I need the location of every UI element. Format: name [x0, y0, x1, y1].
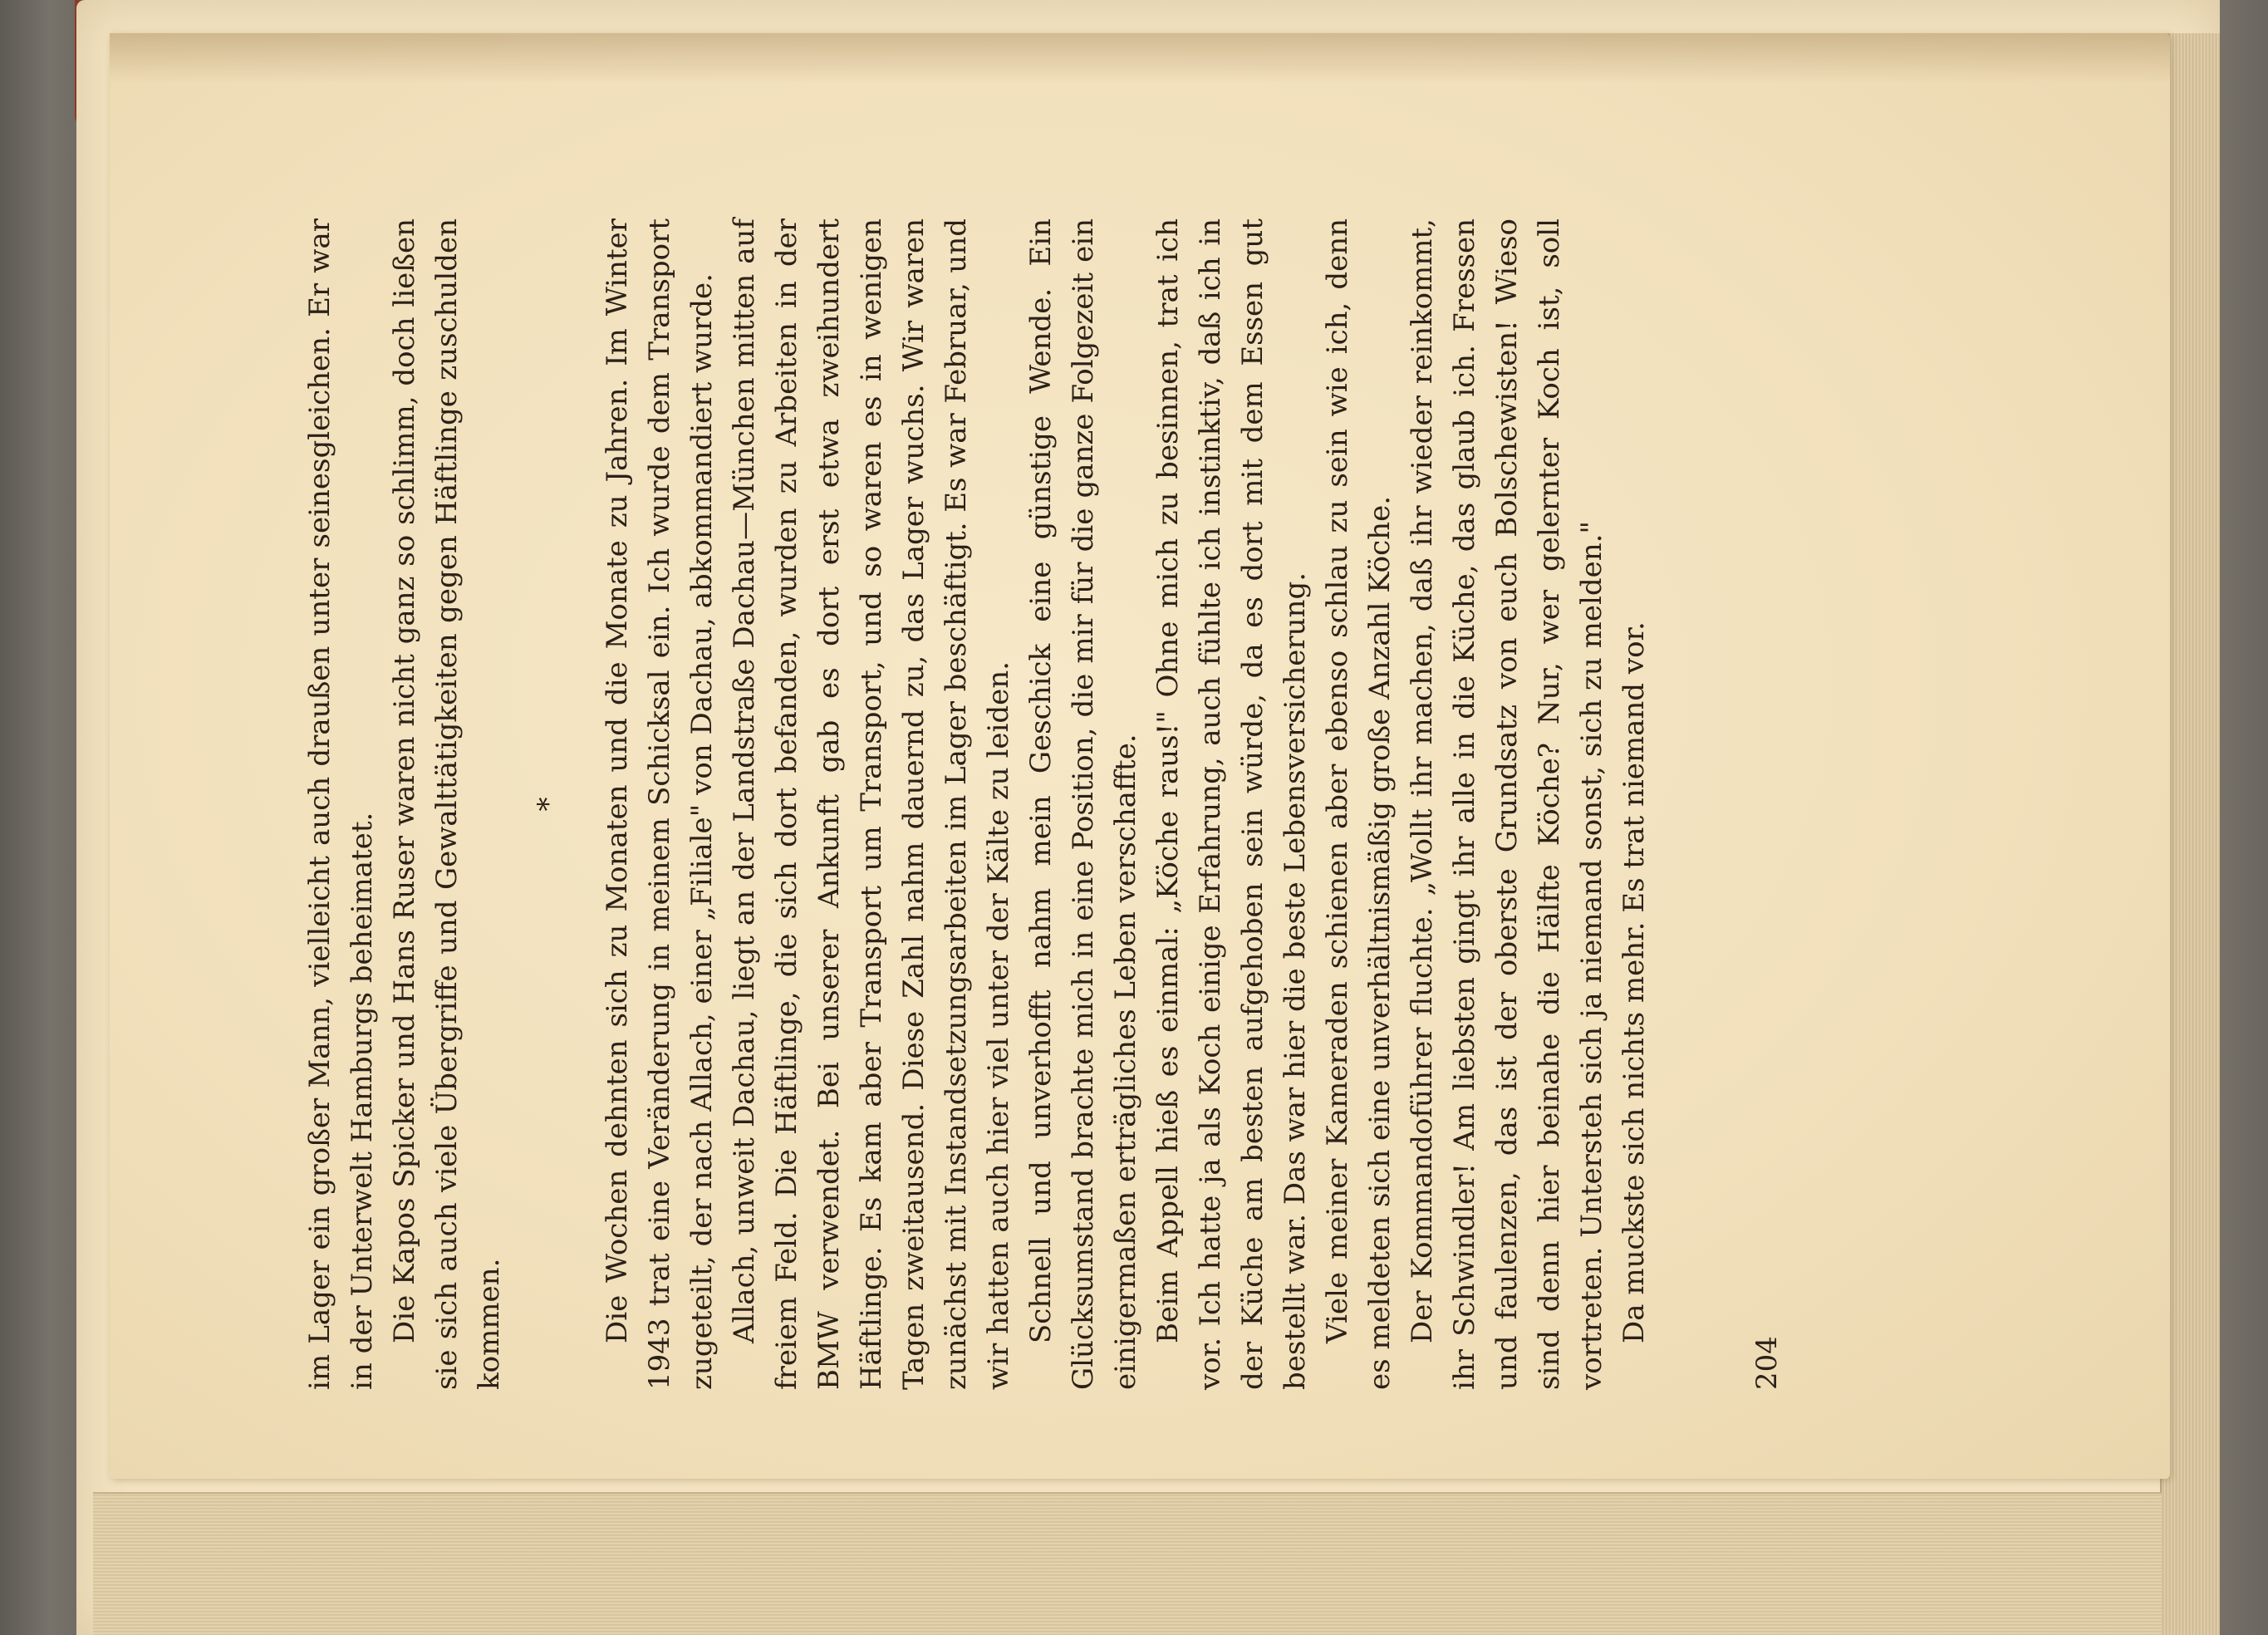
paragraph-kapos: Die Kapos Spicker und Hans Ruser waren nicht ganz so schlimm, doch ließen sie sich auch viele Übergriffe und Gewalttätigkeiten gegen Häftlinge zuschulden kommen.: [388, 218, 506, 1390]
paragraph-kameraden: Viele meiner Kameraden schienen aber ebenso schlau zu sein wie ich, denn es meldeten sich eine unverhältnismäßig große Anzahl Köche.: [1321, 218, 1397, 1390]
page-text: [299, 218, 1786, 1390]
book: [76, 0, 2220, 1635]
paragraph-kommandofuehrer: Der Kommandoführer fluchte. „Wollt ihr machen, daß ihr wieder reinkommt, ihr Schwindler! Am liebsten gingt ihr alle in die Küche, das glaub ich. Fressen und faulenzen, das ist der oberste Grundsatz von euch Bolschewisten! Wieso sind denn hier beinahe die Hälfte Köche? Nur, wer gelernter Koch ist, soll vortreten. Untersteh sich ja niemand sonst, sich zu melden.": [1406, 218, 1608, 1390]
page-number-text: 204: [1750, 1336, 1784, 1390]
paragraph-appell: Beim Appell hieß es einmal: „Köche raus!" Ohne mich zu besinnen, trat ich vor. Ich hatte ja als Koch einige Erfahrung, auch fühlte ich instinktiv, daß ich in der Küche am besten aufgehoben sein würde, da es dort mit dem Essen gut bestellt war. Das war hier die beste Lebensversicherung.: [1151, 218, 1312, 1390]
paragraph-allach: Allach, unweit Dachau, liegt an der Landstraße Dachau—München mitten auf freiem Feld. Die Häftlinge, die sich dort befanden, wurden zu Arbeiten in der BMW verwendet. Bei unserer Ankunft gab es dort erst etwa zweihundert Häftlinge. Es kam aber Transport um Transport, und so waren es in wenigen Tagen zweitausend. Diese Zahl nahm dauernd zu, das Lager wuchs. Wir waren zunächst mit Instandsetzungsarbeiten im Lager beschäftigt. Es war Februar, und wir hatten auch hier viel unter der Kälte zu leiden.: [728, 218, 1015, 1390]
paragraph-wende: Schnell und unverhofft nahm mein Geschick eine günstige Wende. Ein Glücksumstand brachte mich in eine Position, die mir für die ganze Folgezeit ein einigermaßen erträgliches Leben verschaffte.: [1024, 218, 1142, 1390]
paragraph-ending: Da muckste sich nichts mehr. Es trat niemand vor.: [1618, 621, 1651, 1343]
book-page: [110, 33, 2170, 1479]
page-edges-bottom: [93, 1492, 2162, 1635]
page-number: [1746, 218, 1789, 1390]
section-separator: *: [532, 797, 565, 812]
page-gutter-shadow: [110, 33, 2170, 83]
paragraph-continuation: im Lager ein großer Mann, vielleicht auch draußen unter seinesgleichen. Er war in der Unterwelt Hamburgs beheimatet.: [303, 218, 379, 1390]
paragraph-transport: Die Wochen dehnten sich zu Monaten und die Monate zu Jahren. Im Winter 1943 trat eine Veränderung in meinem Schicksal ein. Ich wurde dem Transport zugeteilt, der nach Allach, einer „Filiale" von Dachau, abkommandiert wurde.: [601, 218, 719, 1390]
